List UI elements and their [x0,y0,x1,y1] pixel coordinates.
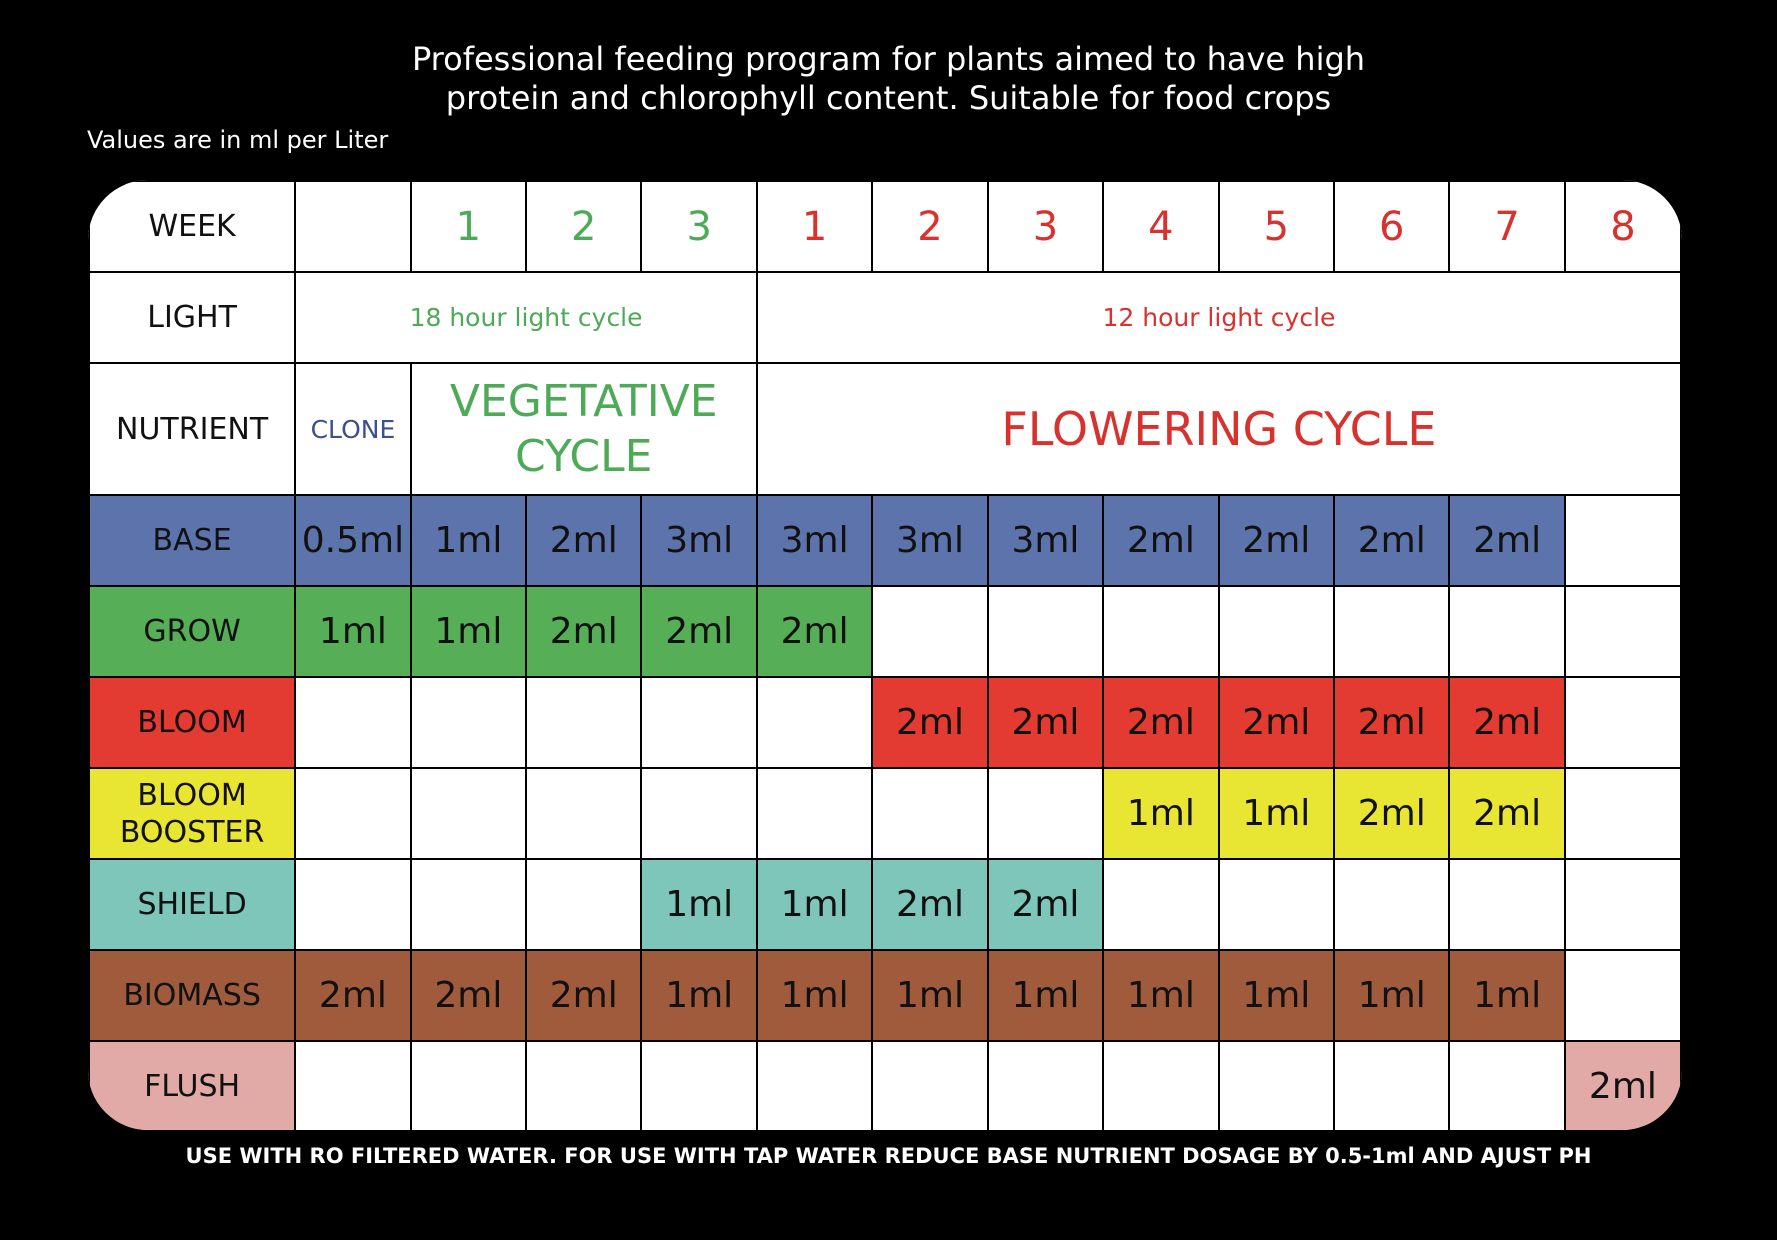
week-flower-1: 1 [757,181,872,272]
base-row [89,495,1681,586]
page-title [0,40,1777,118]
week-flower-5: 5 [1219,181,1334,272]
flush-dose-cell [295,1041,410,1130]
biomass-dose-cell: 1ml [757,950,872,1041]
base-dose-cell: 3ml [988,495,1103,586]
biomass-dose-cell: 2ml [411,950,526,1041]
grow-dose-cell [988,586,1103,677]
shield-dose-cell [1219,859,1334,950]
shield-label: SHIELD [89,859,295,950]
base-dose-cell: 3ml [641,495,756,586]
booster-dose-cell: 2ml [1449,768,1564,859]
booster-line-1: BLOOM [137,777,247,813]
biomass-dose-cell: 1ml [1449,950,1564,1041]
week-flower-4: 4 [1103,181,1218,272]
biomass-dose-cell: 2ml [526,950,641,1041]
booster-dose-cell: 1ml [1219,768,1334,859]
title-line-2: protein and chlorophyll content. Suitable for food crops [445,79,1332,117]
week-flower-2: 2 [872,181,987,272]
flowering-cycle-label: FLOWERING CYCLE [757,363,1681,495]
shield-dose-cell: 2ml [872,859,987,950]
grow-dose-cell: 2ml [526,586,641,677]
bloom-booster-row [89,768,1681,859]
flush-dose-cell [641,1041,756,1130]
bloom-dose-cell [1565,677,1681,768]
biomass-dose-cell: 1ml [988,950,1103,1041]
base-dose-cell: 3ml [757,495,872,586]
bloom-booster-label [89,768,295,859]
flush-dose-cell [872,1041,987,1130]
shield-dose-cell [526,859,641,950]
grow-dose-cell: 2ml [641,586,756,677]
light-row [89,272,1681,363]
grow-dose-cell [1565,586,1681,677]
nutrient-label: NUTRIENT [89,363,295,495]
flush-dose-cell [1334,1041,1449,1130]
week-row [89,181,1681,272]
nutrient-row [89,363,1681,495]
base-dose-cell: 2ml [526,495,641,586]
biomass-dose-cell: 1ml [1103,950,1218,1041]
grow-label: GROW [89,586,295,677]
base-label: BASE [89,495,295,586]
booster-dose-cell [526,768,641,859]
base-dose-cell: 1ml [411,495,526,586]
bloom-dose-cell [757,677,872,768]
week-veg-1: 1 [411,181,526,272]
bloom-dose-cell: 2ml [988,677,1103,768]
bloom-dose-cell [526,677,641,768]
booster-dose-cell [641,768,756,859]
shield-dose-cell [411,859,526,950]
week-cell-clone [295,181,410,272]
bloom-dose-cell: 2ml [1334,677,1449,768]
week-flower-6: 6 [1334,181,1449,272]
veg-line-2: CYCLE [515,431,653,482]
biomass-dose-cell: 1ml [1334,950,1449,1041]
biomass-dose-cell: 1ml [641,950,756,1041]
grow-dose-cell: 1ml [295,586,410,677]
flush-dose-cell [411,1041,526,1130]
flush-dose-cell [1219,1041,1334,1130]
week-veg-3: 3 [641,181,756,272]
clone-label: CLONE [295,363,410,495]
shield-dose-cell [295,859,410,950]
booster-dose-cell [872,768,987,859]
base-dose-cell: 2ml [1219,495,1334,586]
flush-dose-cell [1103,1041,1218,1130]
base-dose-cell: 3ml [872,495,987,586]
feeding-chart [88,180,1682,1130]
light-label: LIGHT [89,272,295,363]
biomass-row [89,950,1681,1041]
booster-dose-cell: 1ml [1103,768,1218,859]
booster-dose-cell [988,768,1103,859]
booster-dose-cell [1565,768,1681,859]
week-veg-2: 2 [526,181,641,272]
feeding-table [88,180,1682,1130]
week-label: WEEK [89,181,295,272]
flush-dose-cell [757,1041,872,1130]
bloom-dose-cell: 2ml [1449,677,1564,768]
shield-dose-cell [1449,859,1564,950]
bloom-dose-cell: 2ml [872,677,987,768]
grow-dose-cell: 1ml [411,586,526,677]
bloom-label: BLOOM [89,677,295,768]
shield-dose-cell [1334,859,1449,950]
biomass-dose-cell [1565,950,1681,1041]
shield-dose-cell: 1ml [757,859,872,950]
flush-dose-cell [988,1041,1103,1130]
bloom-dose-cell [295,677,410,768]
units-note: Values are in ml per Liter [87,126,389,154]
shield-dose-cell: 1ml [641,859,756,950]
bloom-row [89,677,1681,768]
booster-dose-cell [757,768,872,859]
biomass-dose-cell: 2ml [295,950,410,1041]
bloom-dose-cell [641,677,756,768]
grow-dose-cell: 2ml [757,586,872,677]
booster-line-2: BOOSTER [119,814,265,850]
flush-dose-cell [526,1041,641,1130]
bloom-dose-cell: 2ml [1219,677,1334,768]
base-dose-cell: 0.5ml [295,495,410,586]
base-dose-cell: 2ml [1334,495,1449,586]
footer-note: USE WITH RO FILTERED WATER. FOR USE WITH TAP WATER REDUCE BASE NUTRIENT DOSAGE BY 0.5-1ml AND AJUST PH [185,1144,1592,1168]
grow-row [89,586,1681,677]
week-flower-8: 8 [1565,181,1681,272]
veg-line-1: VEGETATIVE [449,376,718,427]
bloom-dose-cell [411,677,526,768]
biomass-dose-cell: 1ml [1219,950,1334,1041]
booster-dose-cell [295,768,410,859]
flush-dose-cell [1449,1041,1564,1130]
base-dose-cell: 2ml [1449,495,1564,586]
week-flower-7: 7 [1449,181,1564,272]
light-flower-cycle: 12 hour light cycle [757,272,1681,363]
flush-row [89,1041,1681,1130]
base-dose-cell [1565,495,1681,586]
light-veg-cycle: 18 hour light cycle [295,272,757,363]
biomass-label: BIOMASS [89,950,295,1041]
grow-dose-cell [1103,586,1218,677]
grow-dose-cell [1219,586,1334,677]
vegetative-cycle-label [411,363,757,495]
shield-row [89,859,1681,950]
title-line-1: Professional feeding program for plants aimed to have high [411,40,1366,78]
grow-dose-cell [872,586,987,677]
biomass-dose-cell: 1ml [872,950,987,1041]
flush-dose-cell: 2ml [1565,1041,1681,1130]
week-flower-3: 3 [988,181,1103,272]
shield-dose-cell [1103,859,1218,950]
grow-dose-cell [1449,586,1564,677]
shield-dose-cell: 2ml [988,859,1103,950]
shield-dose-cell [1565,859,1681,950]
booster-dose-cell: 2ml [1334,768,1449,859]
booster-dose-cell [411,768,526,859]
flush-label: FLUSH [89,1041,295,1130]
bloom-dose-cell: 2ml [1103,677,1218,768]
grow-dose-cell [1334,586,1449,677]
base-dose-cell: 2ml [1103,495,1218,586]
